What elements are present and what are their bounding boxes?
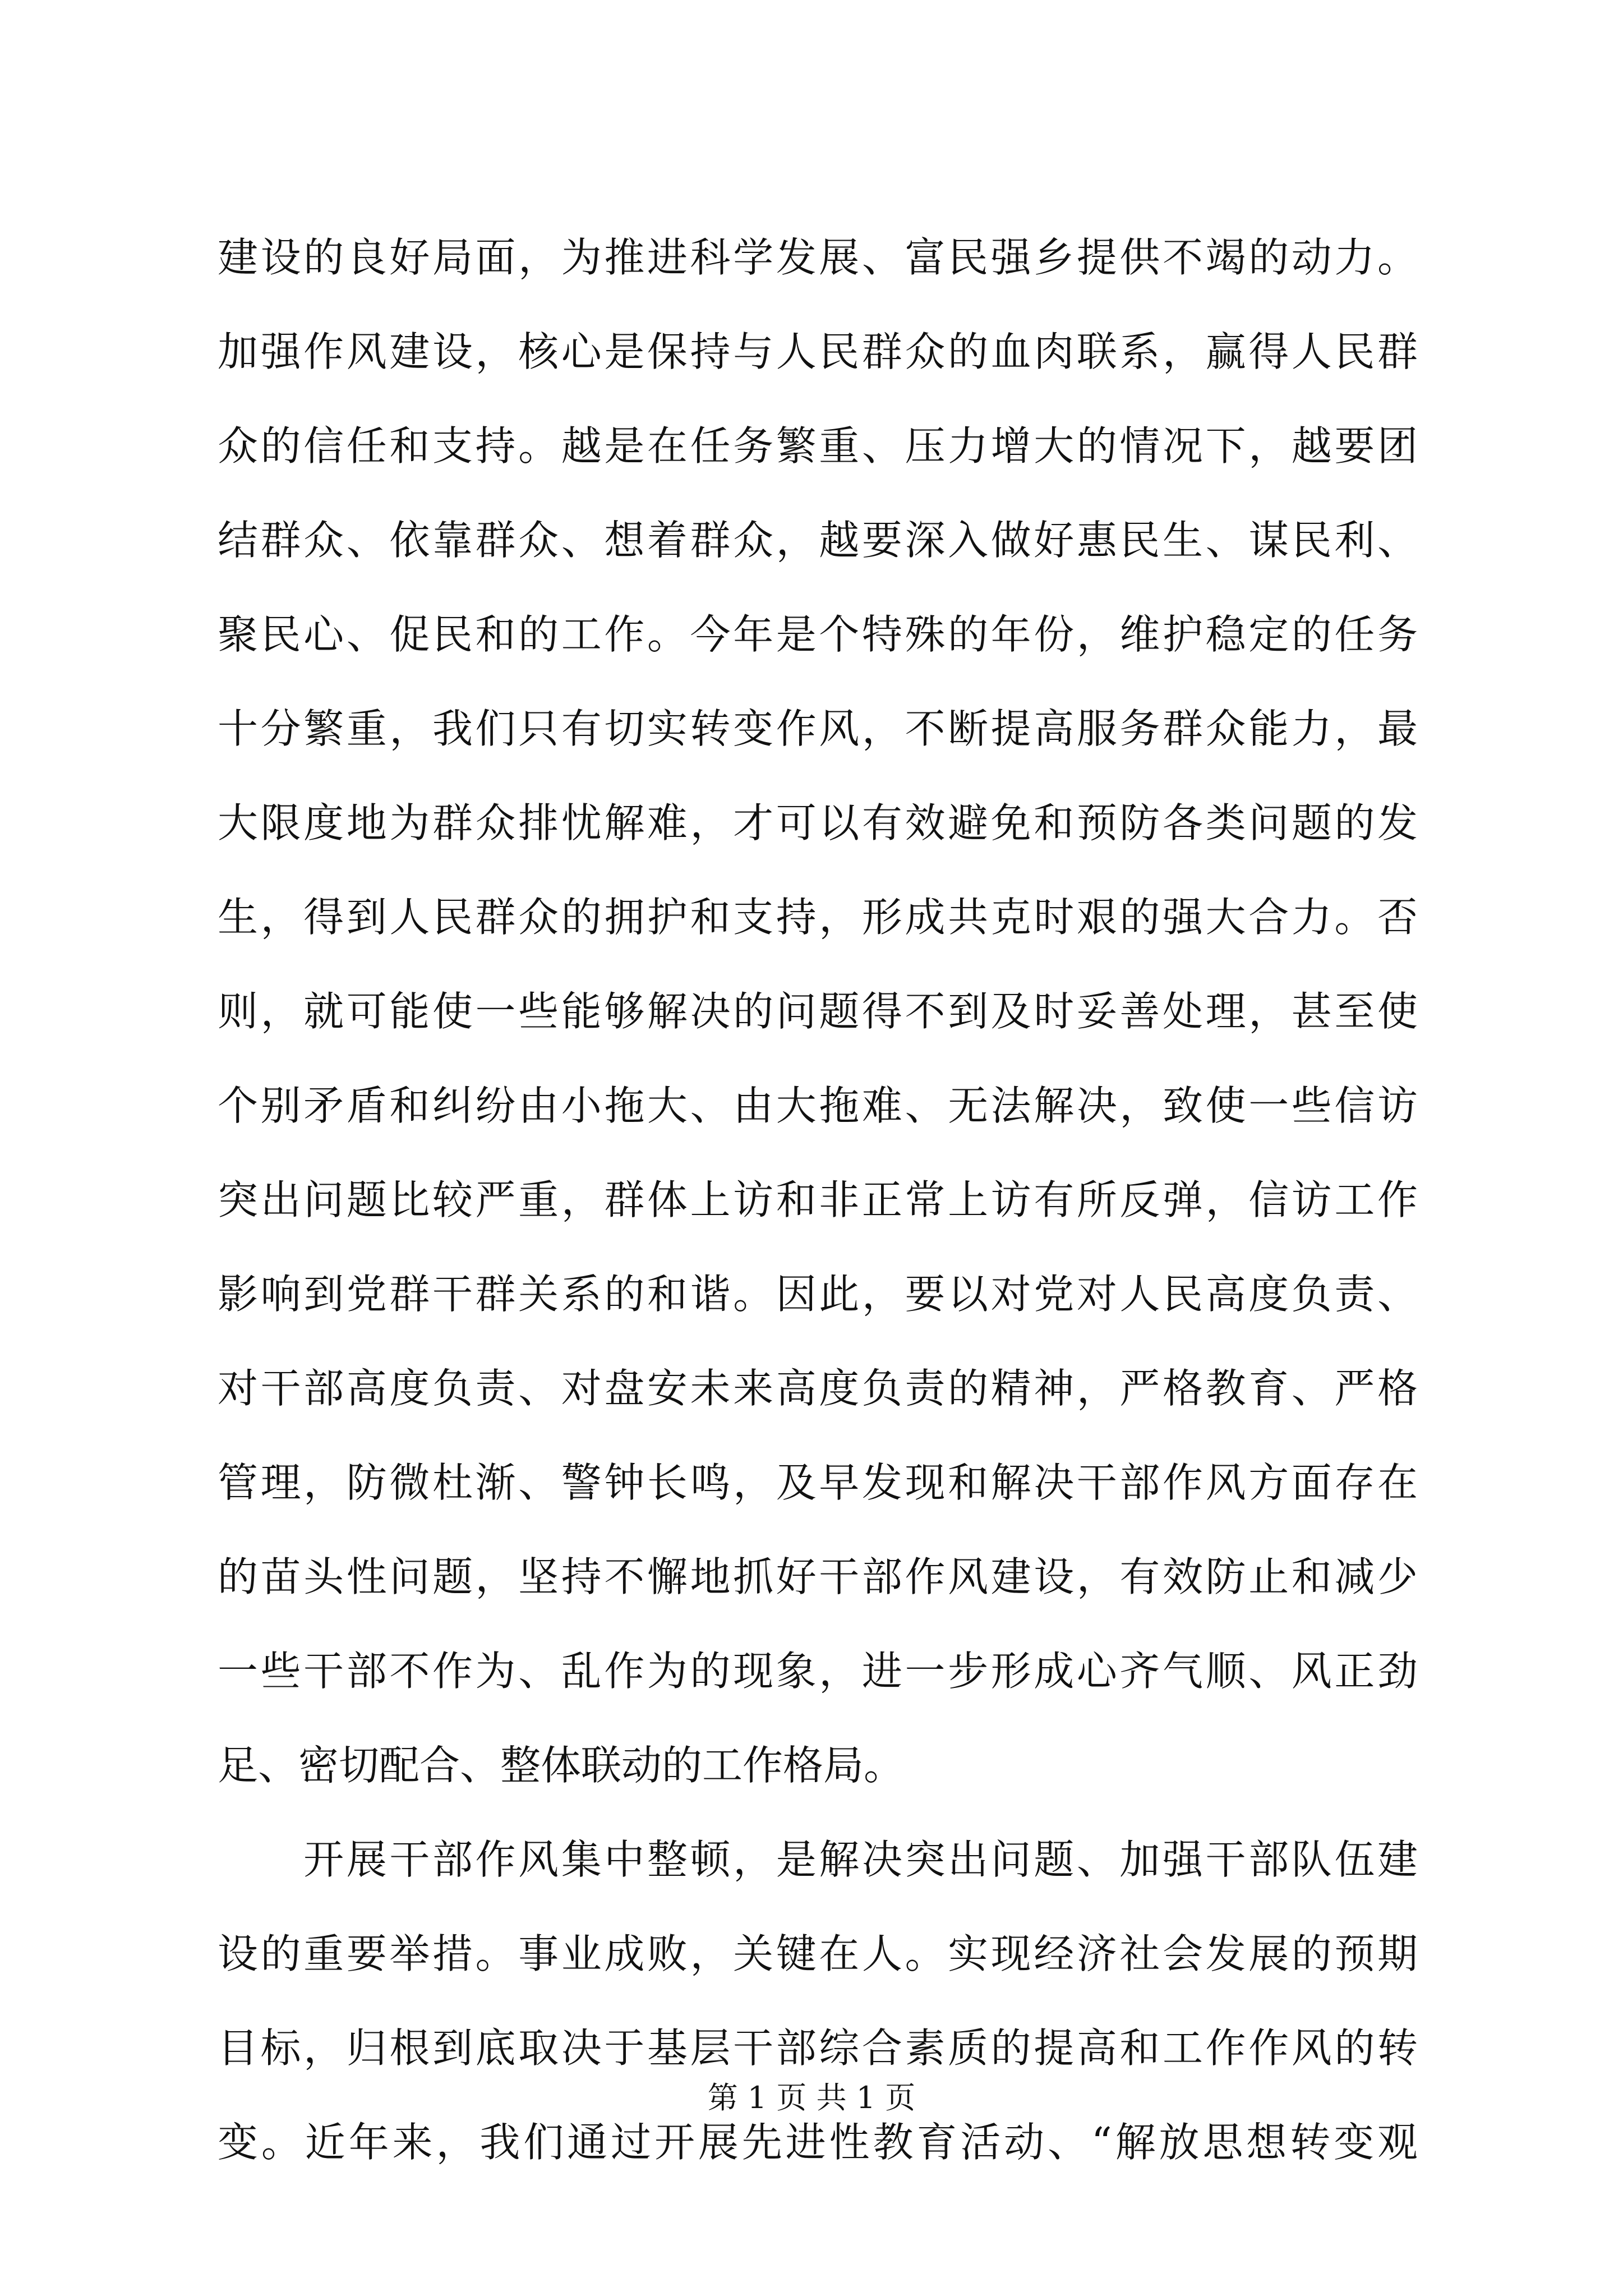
- text-line: 影响到党群干群关系的和谐。因此，要以对党对人民高度负责、: [218, 1271, 1418, 1318]
- text-line: 建设的良好局面，为推进科学发展、富民强乡提供不竭的动力。: [218, 234, 1418, 281]
- body-text: [218, 210, 1418, 2189]
- text-line: 开展干部作风集中整顿，是解决突出问题、加强干部队伍建: [218, 1836, 1418, 1883]
- text-line: 突出问题比较严重，群体上访和非正常上访有所反弹，信访工作: [218, 1176, 1418, 1223]
- text-line: 设的重要举措。事业成败，关键在人。实现经济社会发展的预期: [218, 1930, 1418, 1977]
- text-line: 生，得到人民群众的拥护和支持，形成共克时艰的强大合力。否: [218, 894, 1418, 941]
- text-line: 的苗头性问题，坚持不懈地抓好干部作风建设，有效防止和减少: [218, 1553, 1418, 1600]
- text-line: 对干部高度负责、对盘安未来高度负责的精神，严格教育、严格: [218, 1365, 1418, 1412]
- text-line: 十分繁重，我们只有切实转变作风，不断提高服务群众能力，最: [218, 705, 1418, 752]
- text-line: 目标，归根到底取决于基层干部综合素质的提高和工作作风的转: [218, 2024, 1418, 2072]
- text-line: 则，就可能使一些能够解决的问题得不到及时妥善处理，甚至使: [218, 988, 1418, 1035]
- text-line: 变。近年来，我们通过开展先进性教育活动、“解放思想转变观: [218, 2119, 1418, 2166]
- text-line: 聚民心、促民和的工作。今年是个特殊的年份，维护稳定的任务: [218, 611, 1418, 658]
- text-line: 管理，防微杜渐、警钟长鸣，及早发现和解决干部作风方面存在: [218, 1459, 1418, 1506]
- text-line: 众的信任和支持。越是在任务繁重、压力增大的情况下，越要团: [218, 422, 1418, 470]
- text-line: 加强作风建设，核心是保持与人民群众的血肉联系，赢得人民群: [218, 328, 1418, 375]
- page-footer: 第 1 页 共 1 页: [707, 2080, 916, 2115]
- text-line: 结群众、依靠群众、想着群众，越要深入做好惠民生、谋民利、: [218, 517, 1418, 564]
- text-line: 一些干部不作为、乱作为的现象，进一步形成心齐气顺、风正劲: [218, 1648, 1418, 1695]
- text-line: 足、密切配合、整体联动的工作格局。: [218, 1742, 905, 1789]
- text-line: 个别矛盾和纠纷由小拖大、由大拖难、无法解决，致使一些信访: [218, 1082, 1418, 1129]
- text-line: 大限度地为群众排忧解难，才可以有效避免和预防各类问题的发: [218, 799, 1418, 846]
